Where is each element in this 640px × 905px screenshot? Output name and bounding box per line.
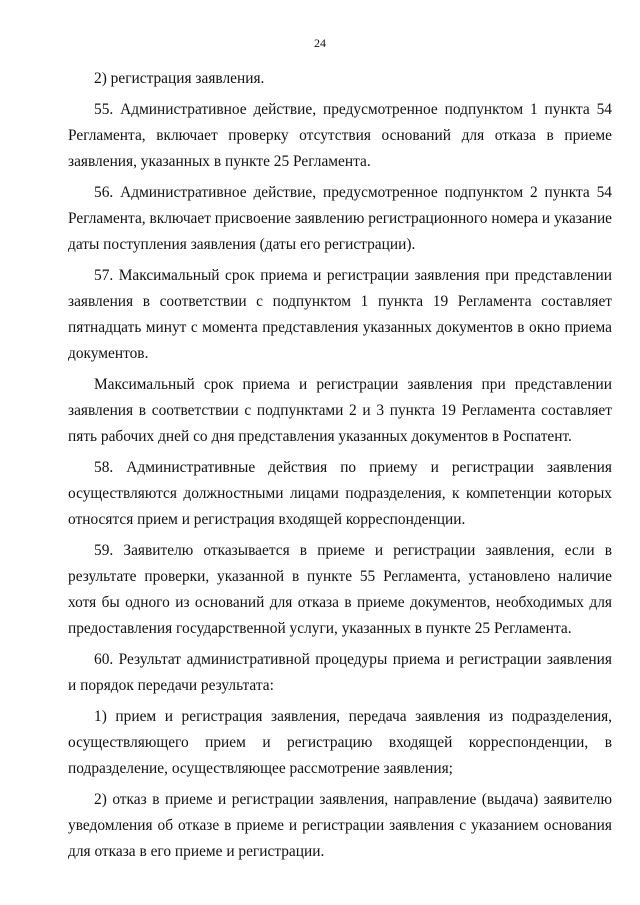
paragraph-56: 56. Административное действие, предусмотренное подпунктом 2 пункта 54 Регламента, включает присвоение заявлению регистрационного номера и указание даты поступления заявления (даты его регистрации).	[68, 184, 613, 253]
paragraph-57-continued: Максимальный срок приема и регистрации заявления при представлении заявления в соответствии с подпунктами 2 и 3 пункта 19 Регламента составляет пять рабочих дней со дня представления указанных документов в Роспатент.	[68, 376, 612, 445]
paragraph-55: 55. Административное действие, предусмотренное подпунктом 1 пункта 54 Регламента, включает проверку отсутствия оснований для отказа в приеме заявления, указанных в пункте 25 Регламента.	[68, 101, 612, 170]
paragraph-57: 57. Максимальный срок приема и регистрации заявления при представлении заявления в соответствии с подпунктом 1 пункта 19 Регламента составляет пятнадцать минут с момента представления указанных документов в окно приема документов.	[68, 267, 612, 362]
paragraph-60: 60. Результат административной процедуры приема и регистрации заявления и порядок передачи результата:	[68, 651, 612, 694]
paragraph-58: 58. Административные действия по приему и регистрации заявления осуществляются должностными лицами подразделения, к компетенции которых относятся прием и регистрация входящей корреспонденции.	[68, 459, 612, 528]
paragraph-60-item-2: 2) отказ в приеме и регистрации заявления, направление (выдача) заявителю уведомления об отказе в приеме и регистрации заявления с указанием основания для отказа в его приеме и регистрации.	[68, 791, 612, 860]
paragraph-item-2: 2) регистрация заявления.	[94, 70, 265, 87]
paragraph-59: 59. Заявителю отказывается в приеме и регистрации заявления, если в результате проверки, указанной в пункте 55 Регламента, установлено наличие хотя бы одного из оснований для отказа в приеме документов, необходимых для предоставления государственной услуги, указанных в пункте 25 Регламента.	[68, 542, 612, 637]
paragraph-60-item-1: 1) прием и регистрация заявления, передача заявления из подразделения, осуществляющего прием и регистрацию входящей корреспонденции, в подразделение, осуществляющее рассмотрение заявления;	[68, 708, 612, 777]
document-body	[68, 66, 612, 870]
page-number: 24	[314, 36, 326, 50]
